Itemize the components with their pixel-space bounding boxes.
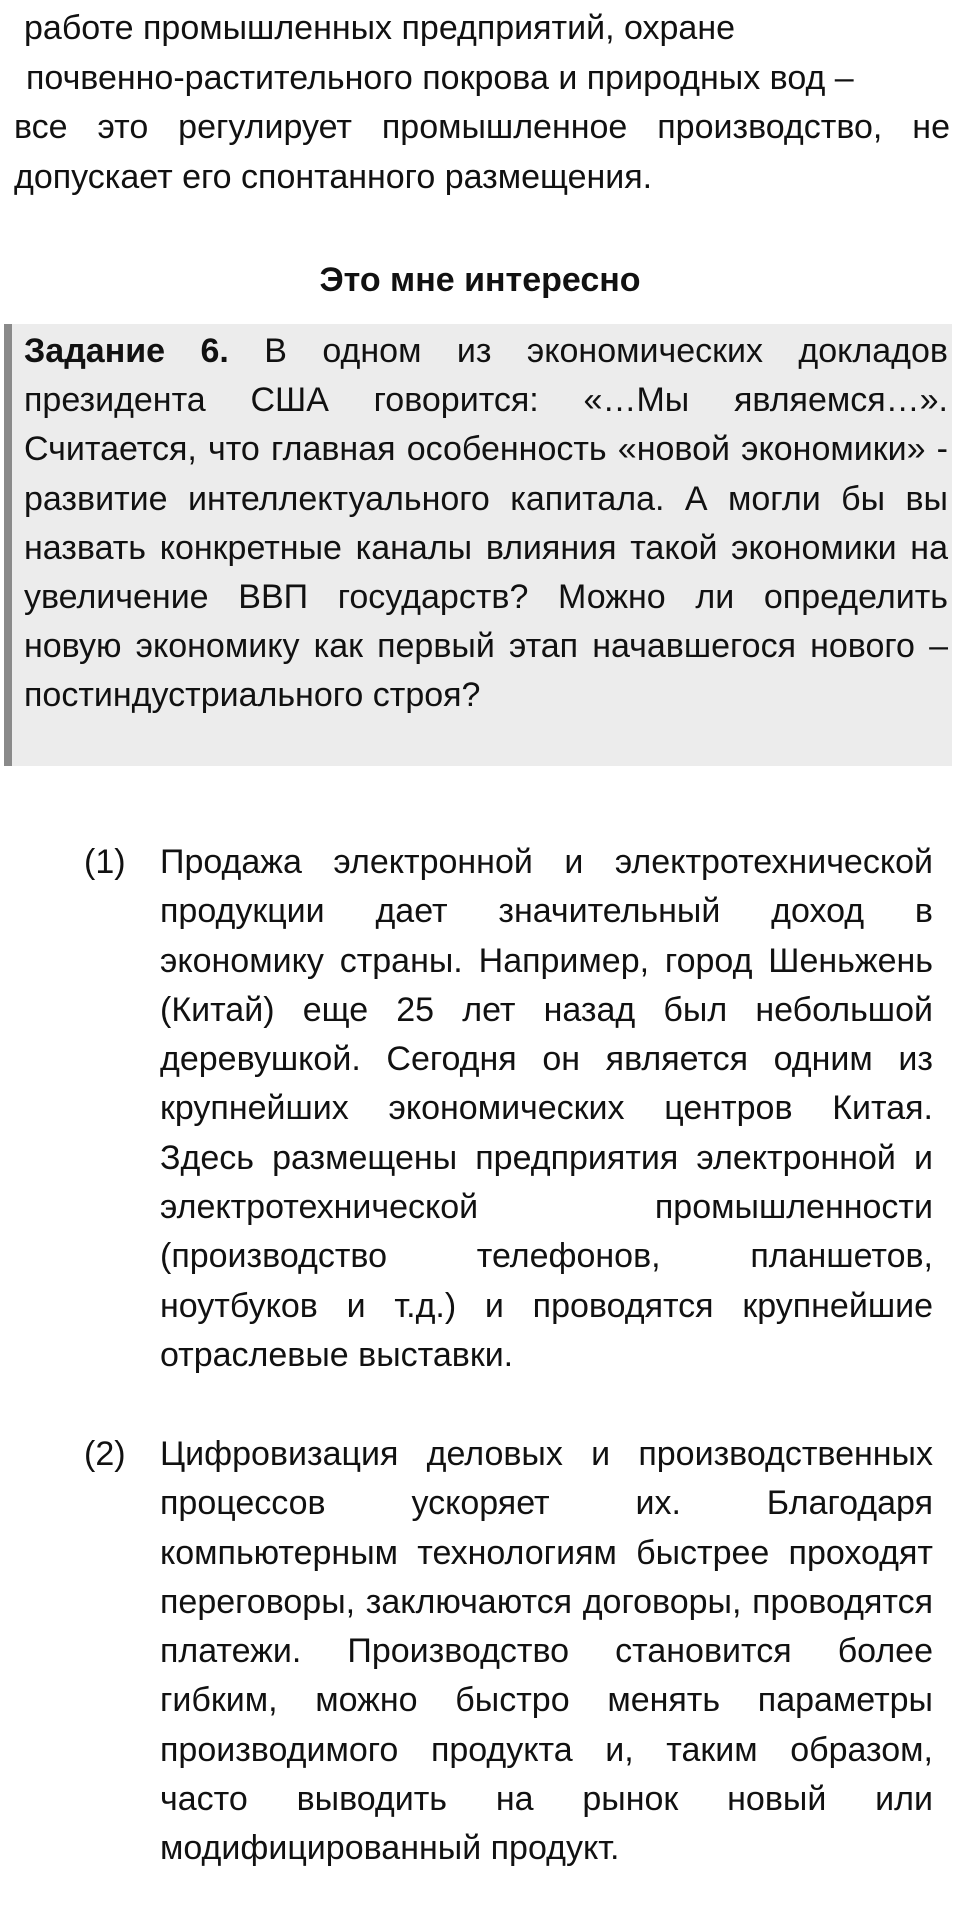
task-body: В одном из экономических докладов президента США говорится: «…Мы являемся…». Считается, что главная особенность «новой экономики» - развитие интеллектуального капитала. А могли бы вы назвать конкретные каналы влияния такой экономики на увеличение ВВП государств? Можно ли определить новую экономику как первый этап начавшегося нового – постиндустриального строя? xyxy=(24,332,948,715)
task-box xyxy=(4,324,952,766)
answer-number: (2) xyxy=(84,1435,126,1473)
intro-paragraph xyxy=(14,4,950,202)
answer-text: Продажа электронной и электротехнической продукции дает значительный доход в экономику страны. Например, город Шеньжень (Китай) еще 25 лет назад был небольшой деревушкой. Сегодня он является одним из крупнейших экономических центров Китая. Здесь размещены предприятия электронной и электротехнической промышленности (производство телефонов, планшетов, ноутбуков и т.д.) и проводятся крупнейшие отраслевые выставки. xyxy=(160,843,933,1374)
intro-rest: все это регулирует промышленное производство, не допускает его спонтанного размещения. xyxy=(14,108,950,196)
section-heading: Это мне интересно xyxy=(319,261,641,299)
intro-line-1: работе промышленных предприятий, охране xyxy=(24,9,736,47)
answer-number: (1) xyxy=(84,843,126,881)
answer-text: Цифровизация деловых и производственных процессов ускоряет их. Благодаря компьютерным технологиям быстрее проходят переговоры, заключаются договоры, проводятся платежи. Производство становится более гибким, можно быстро менять параметры производимого продукта и, таким образом, часто выводить на рынок новый или модифицированный продукт. xyxy=(160,1435,933,1868)
intro-line-2: почвенно-растительного покрова и природных вод – xyxy=(26,58,854,97)
task-text xyxy=(24,327,948,721)
task-label: Задание 6. xyxy=(24,332,229,370)
